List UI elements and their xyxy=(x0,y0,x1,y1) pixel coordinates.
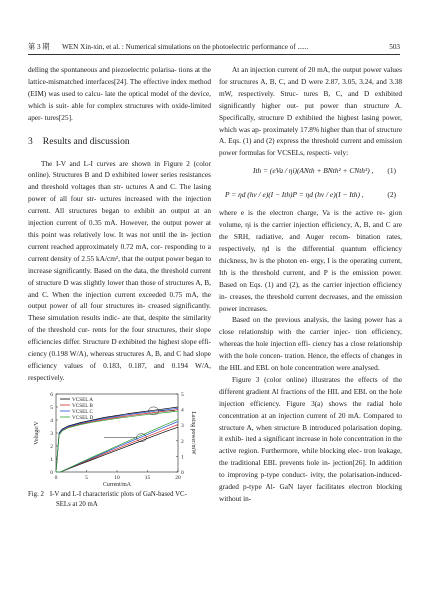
text-line: uctures A and C. The lasing power of all four str- xyxy=(28,182,211,204)
definitions-paragraph xyxy=(219,207,402,314)
li-series-line xyxy=(56,421,178,472)
text-line: shows the radial hole concentration at an injection xyxy=(219,398,403,420)
power-paragraph xyxy=(219,64,402,159)
text-line: At an injection current of 20 mA, the output xyxy=(232,65,362,74)
text-line: gion volume, ηi is the carrier injection efficiency, A, xyxy=(219,208,403,230)
text-line: ciency (0.198 W/A), whereas structures A, B, and C xyxy=(28,349,182,359)
equation-2 xyxy=(219,183,402,207)
x-tick-label: 5 xyxy=(85,474,88,481)
text-line: differ. Structure D exhibited the highest slope effi- xyxy=(63,337,211,347)
li-series-line xyxy=(56,424,178,472)
text-line: (color online). Structures B and D exhibited lower xyxy=(28,158,212,180)
text-line: ate that, despite the similarity of the threshold cur- xyxy=(28,313,211,335)
text-line: emission power formulas for VCSELs, respecti- xyxy=(219,136,402,158)
y-left-axis-label: Voltage/V xyxy=(34,421,40,445)
legend-label: VCSEL B xyxy=(72,402,93,409)
text-line: 2.87, 3.05, 3.24, and 3.38 mW, respectively. Struc- xyxy=(219,76,403,98)
caption-line-wrap xyxy=(28,500,211,511)
text-line: the active region. Furthermore, while blocking elec- xyxy=(219,434,402,456)
running-header xyxy=(28,40,400,55)
text-line: structures began to exhibit an output at an injection xyxy=(28,206,211,228)
text-line: emission power increases. xyxy=(219,291,402,313)
li-series-line xyxy=(56,419,178,472)
iv-li-chart xyxy=(28,388,211,488)
equation-1 xyxy=(219,159,402,183)
text-line: this point was relatively low. It was not until the in- xyxy=(28,229,189,239)
left-column xyxy=(28,64,211,511)
y-left-tick-label: 0 xyxy=(50,469,53,476)
y-right-tick-label: 5 xyxy=(181,391,184,398)
text-line: quantum efficiency thickness, hν is the photon en- xyxy=(219,243,402,265)
text-line: proximately 17.8% higher than that of structure A. xyxy=(219,124,403,146)
legend-label: VCSEL D xyxy=(72,414,94,421)
section-heading xyxy=(28,135,211,149)
x-tick-label: 15 xyxy=(144,474,151,481)
text-line: ciency has a close relationship with the hole concen- xyxy=(219,339,403,361)
page-number: 503 xyxy=(389,43,400,51)
text-line: creased significantly. These simulation results indic- xyxy=(28,301,211,323)
text-line: tration. Hence, the effects of changes in the HIL and xyxy=(219,351,403,373)
results-paragraph xyxy=(28,158,211,384)
text-line: uctures increased with the injection current. All xyxy=(28,194,211,216)
text-line: and C. When the injection current exceeded xyxy=(28,289,166,299)
text-line: tures[25]. xyxy=(44,112,73,122)
text-line: the different gradient Al fractions of the HIL and xyxy=(219,374,402,396)
caption-line: I-V and L-I characteristic plots of GaN-based VC- xyxy=(49,490,187,498)
text-line: The I-V and L-I curves are shown in Figure 2 xyxy=(41,158,190,168)
text-line: jection[26]. In addition to improving p-type conduct- xyxy=(219,458,402,480)
text-line: power has a close relationship with the carrier injec- xyxy=(219,315,403,337)
section-title: Results and discussion xyxy=(42,135,130,147)
text-line: delling the spontaneous and piezoelectric polarisa- xyxy=(28,65,177,74)
section-number: 3 xyxy=(28,135,33,147)
text-line: jection current reached approximately 0.72 mA, cor- xyxy=(28,229,211,251)
text-line: Based on the previous analysis, the lasing xyxy=(232,315,362,325)
text-line: creases, the threshold current decreases, and the xyxy=(229,291,374,301)
legend-label: VCSEL A xyxy=(72,396,93,403)
analysis-paragraph xyxy=(219,314,402,374)
right-column xyxy=(219,64,402,505)
y-right-tick-label: 0 xyxy=(181,469,184,476)
text-line: series resistances and threshold voltages than str- xyxy=(28,170,212,192)
text-line: rents for the four structures, their slope efficiencies xyxy=(28,325,211,347)
x-tick-label: 20 xyxy=(175,474,181,481)
text-line: tions at the lattice-mismatched interfaces[24]. The xyxy=(28,65,212,86)
equation-1-number: (1) xyxy=(387,166,396,176)
text-line: 0.194 W/A, respectively. xyxy=(28,360,212,382)
text-line: tures B, C, and D exhibited significantly higher out- xyxy=(219,88,402,110)
text-line: structure B introduced polarisation doping, it exhib- xyxy=(219,422,402,444)
text-line: (1) and (2), as the carrier injection efficiency in- xyxy=(219,279,402,301)
y-right-tick-label: 4 xyxy=(181,407,184,414)
text-line: ivity, the polarisation-induced-graded p-type Al- xyxy=(219,470,402,492)
y-left-tick-label: 5 xyxy=(50,404,53,411)
running-title: WEN Xin-xin, et al. : Numerical simulations on the photoelectric performance of ...... xyxy=(62,43,309,51)
y-left-tick-label: 4 xyxy=(50,417,53,424)
x-axis-label: Current/mA xyxy=(102,481,132,488)
legend-label: VCSEL C xyxy=(72,408,93,415)
text-line: had slope efficiency values of 0.183, 0.187, and xyxy=(28,349,211,370)
issue-label: 第 3 期 xyxy=(28,43,50,51)
caption-line: SELs at 20 mA xyxy=(56,501,98,509)
text-line: the output power began to increase significantly. xyxy=(28,253,211,275)
text-line: where e is the electron charge, Va is the active re- xyxy=(219,208,386,218)
x-tick-label: 10 xyxy=(114,474,120,481)
figure-caption xyxy=(28,490,211,511)
text-line: late the optical model of the device, which is suit- xyxy=(28,88,211,110)
text-line: able for complex structures with oxide-limited aper- xyxy=(28,100,212,122)
caption-label: Fig. 2 xyxy=(28,490,44,498)
y-right-tick-label: 1 xyxy=(181,454,184,461)
y-right-axis-label: Lasing power/mW xyxy=(190,411,196,455)
text-line: 0.75 mA, the output power of all four structures in- xyxy=(28,289,211,311)
text-line: current of 20 mA. Compared to structure A, when xyxy=(219,410,402,432)
y-left-tick-label: 2 xyxy=(50,443,53,450)
text-line: responding to a current density of 2.55 kA/cm², that xyxy=(28,241,212,263)
text-line: Eqs. (1) and (2) express the threshold current and xyxy=(228,136,374,146)
x-tick-label: 0 xyxy=(54,474,58,481)
intro-paragraph xyxy=(28,64,211,124)
text-line: EBL on the hole injection efficiency. Figure 3(a) xyxy=(219,386,402,408)
y-left-tick-label: 1 xyxy=(50,456,53,463)
text-line: B, and C are the SRH, radiative, and Auger recom- xyxy=(219,220,403,242)
equation-1-body: Ith = (eVa / ηi)(ANth + BNth² + CNth³) , xyxy=(253,166,374,176)
y-right-tick-label: 3 xyxy=(181,422,184,429)
text-line: current, and P is the emission power. Based on Eqs. xyxy=(219,267,402,289)
text-line: power values for structures A, B, C, and D were xyxy=(219,65,402,86)
figure3-paragraph xyxy=(219,374,402,505)
text-line: tion efficiency, whereas the hole injection effi- xyxy=(219,327,402,349)
y-right-tick-label: 2 xyxy=(181,438,184,445)
text-line: current of 0.35 mA. However, the output power at xyxy=(56,218,211,228)
text-line: tron leakage, the traditional EBL prevents hole in- xyxy=(219,446,403,468)
text-line: Figure 3 (color online) illustrates the effects of xyxy=(232,374,389,384)
text-line: ited a significant increase in hole concentration in xyxy=(245,434,392,444)
text-line: vely: xyxy=(333,148,349,158)
text-line: exhibited the highest lasing power, which was ap- xyxy=(219,112,402,134)
text-line: Based on the data, the threshold current of structure xyxy=(28,265,211,287)
text-line: D was slightly lower than those of structures A, B, xyxy=(63,277,212,287)
text-line: GaN layer facilitates electron blocking without in- xyxy=(219,482,402,503)
text-line: EBL on hole concentration were analysed. xyxy=(255,363,380,373)
text-line: put power than structure A. Specifically, structure D xyxy=(219,100,403,122)
y-left-tick-label: 6 xyxy=(50,391,53,398)
y-left-tick-label: 3 xyxy=(50,430,53,437)
figure-2 xyxy=(28,388,211,488)
text-line: effective index method (EIM) was used to calcu- xyxy=(28,76,212,98)
equation-2-body: P = ηd (hν / e)(I − Ith)P = ηd (hν / e)(I − Ith) , xyxy=(225,190,364,200)
text-line: ergy, I is the operating current, Ith is the threshold xyxy=(219,255,403,277)
equation-2-number: (2) xyxy=(387,190,396,200)
text-line: bination rates, respectively, ηd is the differential xyxy=(219,232,403,253)
